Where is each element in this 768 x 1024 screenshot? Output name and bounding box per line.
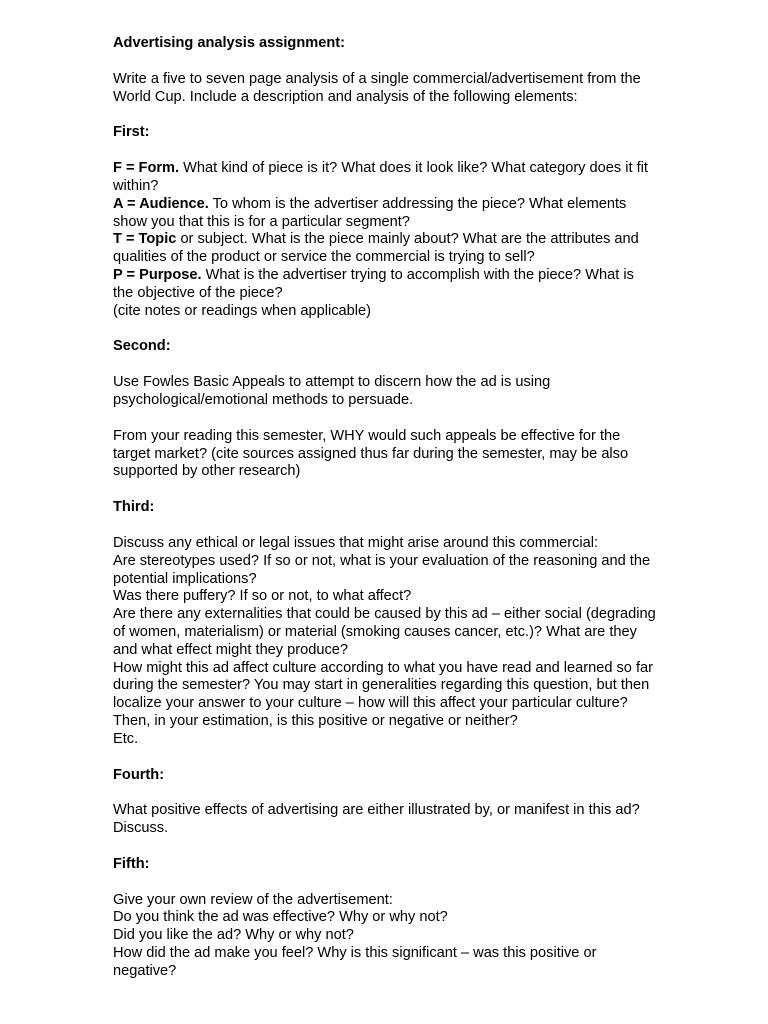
form-label: F = Form. xyxy=(113,160,180,177)
second-paragraph-2: From your reading this semester, WHY would such appeals be effective for the target market? (cite sources assigned thus far during the semester, may be also supported by other research) xyxy=(113,427,629,480)
audience-label: A = Audience. xyxy=(113,195,209,212)
section-heading-third: Third: xyxy=(113,499,155,516)
topic-text: or subject. What is the piece mainly about? What are the attributes and qualities of the product or service the commercial is trying to sell? xyxy=(113,231,639,266)
document-title: Advertising analysis assignment: xyxy=(113,35,345,51)
purpose-text: What is the advertiser trying to accomplish with the piece? What is the objective of the piece? xyxy=(113,266,634,301)
fifth-line: How did the ad make you feel? Why is this significant – was this positive or negative? xyxy=(113,945,597,979)
fifth-line: Give your own review of the advertisement: xyxy=(113,891,393,908)
fifth-line: Did you like the ad? Why or why not? xyxy=(113,927,354,944)
topic-label: T = Topic xyxy=(113,231,177,248)
form-text: What kind of piece is it? What does it look like? What category does it fit within? xyxy=(113,160,648,194)
form-item xyxy=(113,160,658,196)
audience-text: To whom is the advertiser addressing the piece? What elements show you that this is for a particular segment? xyxy=(113,195,627,230)
cite-note: (cite notes or readings when applicable) xyxy=(113,302,371,319)
topic-item xyxy=(113,231,658,267)
third-lines xyxy=(113,535,658,749)
second-paragraph-1: Use Fowles Basic Appeals to attempt to discern how the ad is using psychological/emotional methods to persuade. xyxy=(113,374,551,408)
third-line: How might this ad affect culture according to what you have read and learned so far during the semester? You may start in generalities regarding this question, but then localize your answer to your culture – how will this affect your particular culture? Then, in your estimation, is this positive or negative or neither? xyxy=(113,659,654,729)
section-heading-fourth: Fourth: xyxy=(113,766,165,783)
purpose-item xyxy=(113,267,658,303)
third-line: Are there any externalities that could be caused by this ad – either social (degrading of women, materialism) or material (smoking causes cancer, etc.)? What are they and what effect might they produce? xyxy=(113,606,656,658)
third-line: Was there puffery? If so or not, to what affect? xyxy=(113,588,412,605)
section-heading-first: First: xyxy=(113,124,150,141)
section-heading-fifth: Fifth: xyxy=(113,855,150,872)
fourth-paragraph: What positive effects of advertising are either illustrated by, or manifest in this ad? Discuss. xyxy=(113,802,640,837)
fifth-line: Do you think the ad was effective? Why or why not? xyxy=(113,909,448,926)
intro-paragraph: Write a five to seven page analysis of a single commercial/advertisement from the World Cup. Include a description and analysis of the following elements: xyxy=(113,70,641,105)
section-heading-second: Second: xyxy=(113,338,171,355)
third-line: Discuss any ethical or legal issues that might arise around this commercial: xyxy=(113,534,599,551)
fatp-list xyxy=(113,160,658,320)
third-line: Are stereotypes used? If so or not, what is your evaluation of the reasoning and the potential implications? xyxy=(113,552,651,587)
fifth-lines xyxy=(113,892,658,981)
audience-item xyxy=(113,196,658,232)
document-page xyxy=(113,35,658,981)
third-line: Etc. xyxy=(113,730,139,747)
purpose-label: P = Purpose. xyxy=(113,266,202,283)
